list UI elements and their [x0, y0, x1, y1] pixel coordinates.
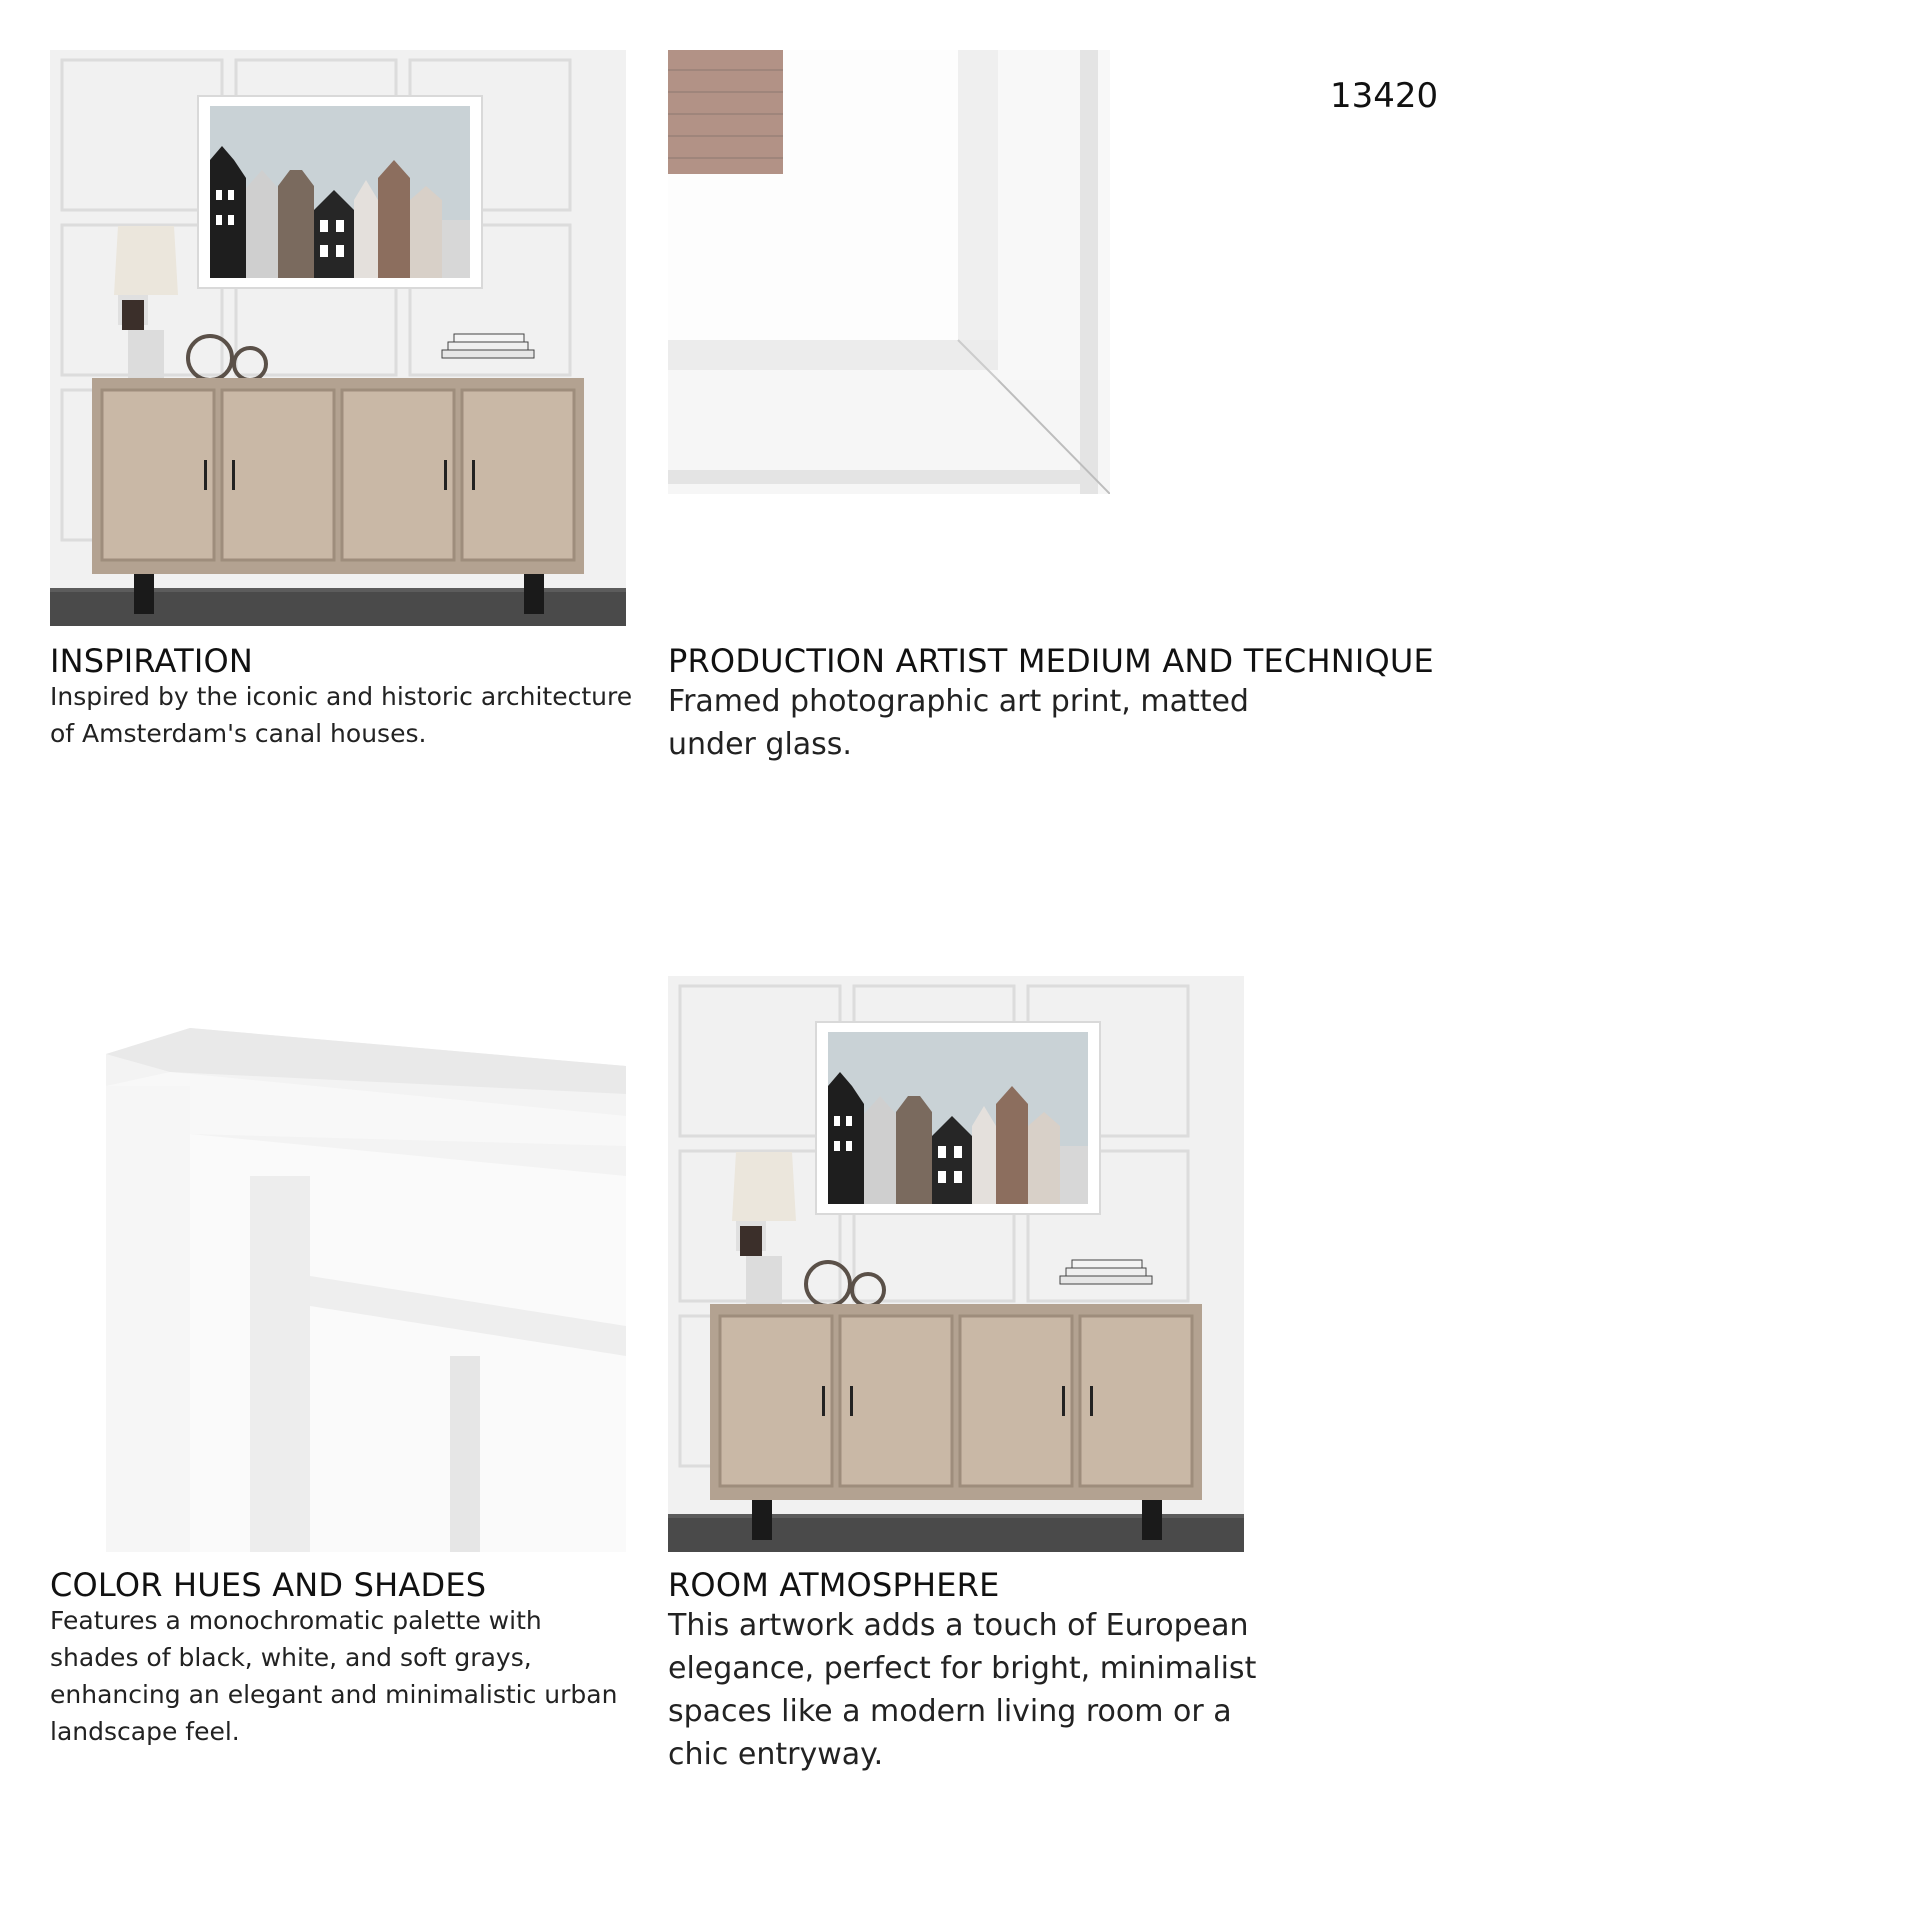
color-line: Features a monochromatic palette with: [50, 1606, 542, 1635]
color-line: enhancing an elegant and minimalistic urban: [50, 1680, 618, 1709]
color-line: shades of black, white, and soft grays,: [50, 1643, 532, 1672]
inspiration-line: of Amsterdam's canal houses.: [50, 719, 427, 748]
room-atmosphere-text: [668, 1604, 1288, 1776]
inspiration-line: Inspired by the iconic and historic architecture: [50, 682, 633, 711]
frame-corner-image: [668, 50, 1110, 494]
frame-edge-illustration: [50, 976, 626, 1552]
room-atmosphere-line: This artwork adds a touch of European: [668, 1608, 1249, 1643]
room-atmosphere-line: chic entryway.: [668, 1737, 884, 1772]
frame-edge-image: [50, 976, 626, 1552]
room-atmosphere-line: elegance, perfect for bright, minimalist: [668, 1651, 1257, 1686]
production-text: [668, 680, 1288, 766]
room-scene-image: [50, 50, 626, 626]
room-scene-illustration-2: [668, 976, 1244, 1552]
room-scene-image-2: [668, 976, 1244, 1552]
room-atmosphere-heading: ROOM ATMOSPHERE: [668, 1566, 1000, 1604]
room-atmosphere-line: spaces like a modern living room or a: [668, 1694, 1232, 1729]
color-line: landscape feel.: [50, 1717, 240, 1746]
color-heading: COLOR HUES AND SHADES: [50, 1566, 487, 1604]
room-scene-illustration: [50, 50, 626, 626]
inspiration-text: [50, 678, 650, 752]
color-text: [50, 1602, 650, 1750]
production-line: under glass.: [668, 727, 852, 762]
sku-number: 13420: [1330, 76, 1439, 116]
inspiration-heading: INSPIRATION: [50, 642, 254, 680]
production-heading: PRODUCTION ARTIST MEDIUM AND TECHNIQUE: [668, 642, 1434, 680]
production-line: Framed photographic art print, matted: [668, 684, 1249, 719]
frame-corner-illustration: [668, 50, 1110, 494]
